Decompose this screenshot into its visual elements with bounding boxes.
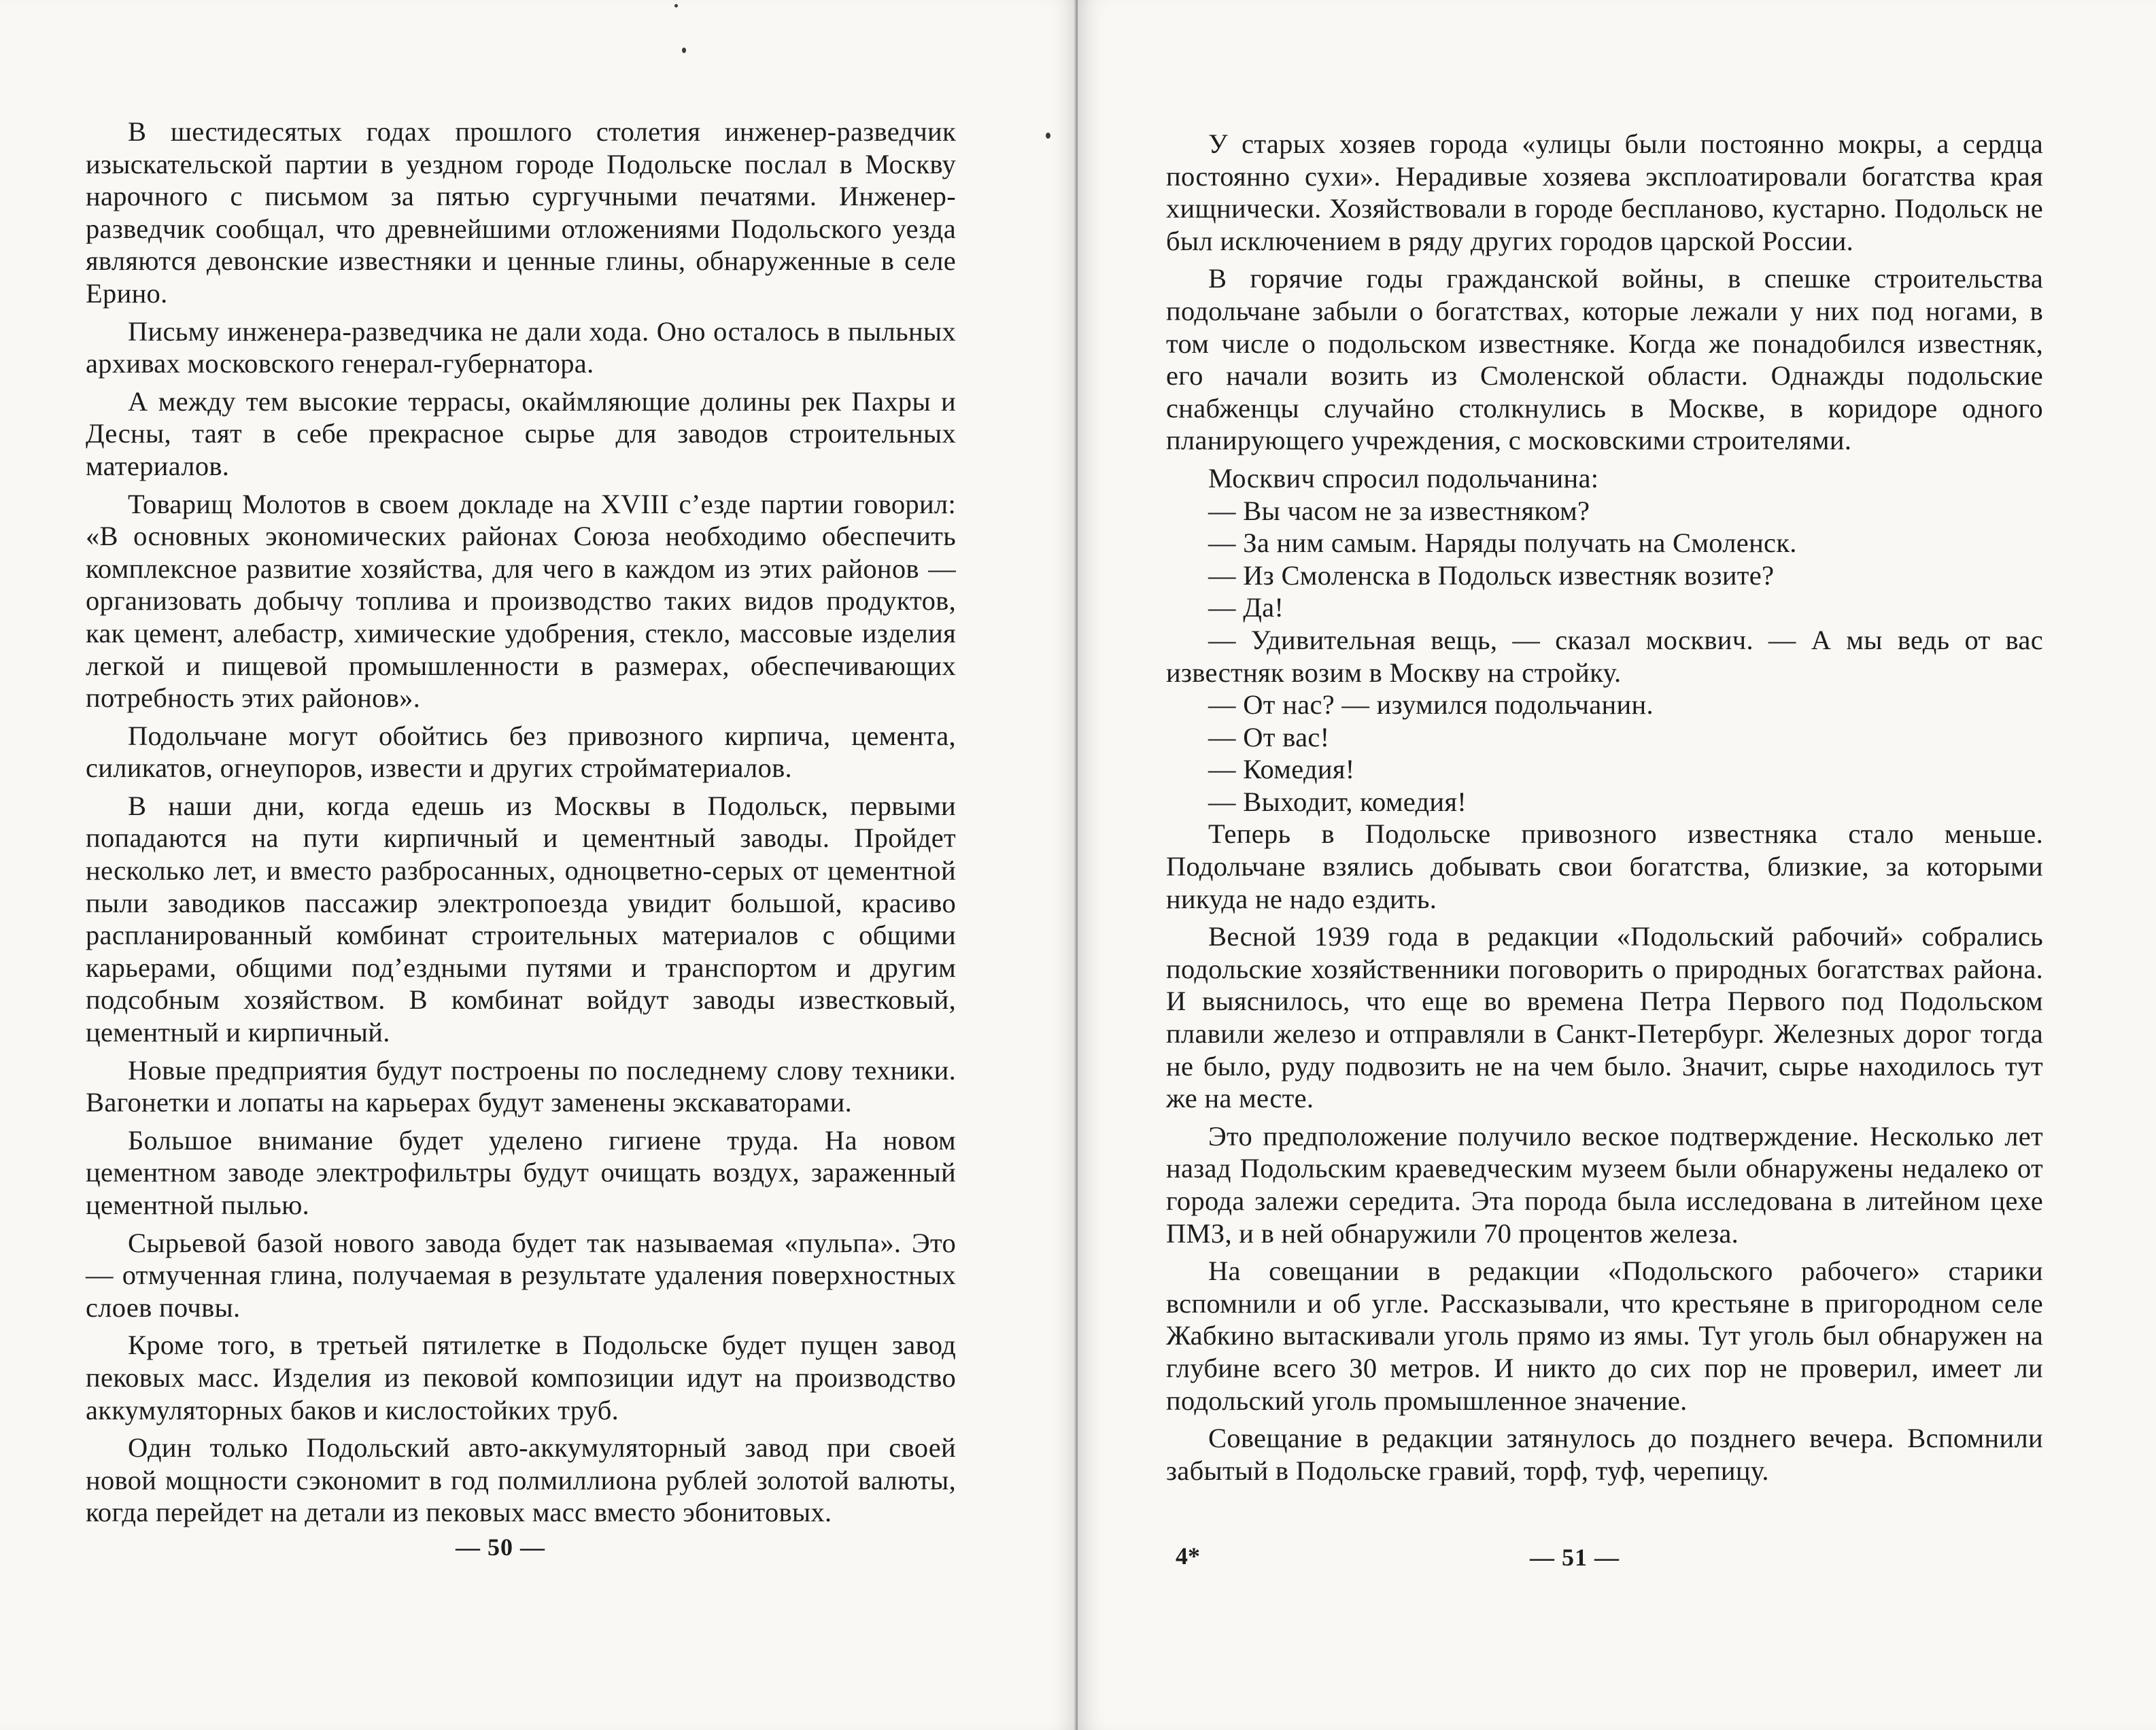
signature-mark: 4* bbox=[1176, 1542, 1200, 1570]
paragraph: Новые предприятия будут построены по последнему слову техники. Вагонетки и лопаты на карьерах будут заменены экскаваторами. bbox=[86, 1054, 956, 1118]
right-page bbox=[1078, 0, 2156, 1730]
left-page-text bbox=[86, 116, 956, 1534]
paragraph: В горячие годы гражданской войны, в спешке строительства подольчане забыли о богатствах, которые лежали у них под ногами, в том числе о подольском известняке. Когда же понадобился известняк, его начали возить из Смоленской области. Однажды подольские снабженцы случайно столкнулись в Москве, в коридоре одного планирующего учреждения, с московскими строителями. bbox=[1166, 263, 2043, 456]
paragraph: Кроме того, в третьей пятилетке в Подольске будет пущен завод пековых масс. Изделия из пековой композиции идут на производство аккумуляторных баков и кислостойких труб. bbox=[86, 1330, 956, 1425]
paragraph: Один только Подольский авто-аккумуляторный завод при своей новой мощности сэкономит в год полмиллиона рублей золотой валюты, когда перейдет на детали из пековых масс вместо эбонитовых. bbox=[86, 1432, 956, 1528]
paragraph: У старых хозяев города «улицы были постоянно мокры, а сердца постоянно сухи». Нерадивые хозяева эксплоатировали богатства края хищнически. Хозяйствовали в городе бесплановo, кустарно. Подольск не был исключением в ряду других городов царской России. bbox=[1166, 128, 2043, 256]
page-number-right: — 51 — bbox=[1530, 1544, 1620, 1571]
dialog-line: Москвич спросил подольчанина: bbox=[1208, 462, 1599, 494]
paragraph: Товарищ Молотов в своем докладе на XVIII с’езде партии говорил: «В основных экономических районах Союза необходимо обеспечить комплексное развитие хозяйства, для чего в каждом из этих районов — организовать добычу топлива и производство таких видов продуктов, как цемент, алебастр, химические удобрения, стекло, массовые изделия легкой и пищевой промышленности в размерах, обеспечивающих потребность этих районов». bbox=[86, 488, 956, 714]
dialog-line: — Да! bbox=[1208, 592, 1284, 623]
paragraph: Письму инженера-разведчика не дали хода. Оно осталось в пыльных архивах московского генерал-губернатора. bbox=[86, 315, 956, 379]
paragraph: Это предположение получило веское подтверждение. Несколько лет назад Подольским краеведческим музеем были обнаружены недалеко от города залежи середита. Эта порода была исследована в литейном цехе ПМЗ, и в ней обнаружили 70 процентов железа. bbox=[1166, 1120, 2043, 1249]
paragraph: Весной 1939 года в редакции «Подольский рабочий» собрались подольские хозяйственники поговорить о природных богатствах района. И выяснилось, что еще во времена Петра Первого под Подольском плавили железо и отправляли в Санкт-Петербург. Железных дорог тогда не было, руду подвозить не на чем было. Значит, сырье находилось тут же на месте. bbox=[1166, 921, 2043, 1114]
dialog-line: — За ним самым. Наряды получать на Смоленск. bbox=[1208, 527, 1797, 559]
paragraph: На совещании в редакции «Подольского рабочего» старики вспомнили и об угле. Рассказывали, что крестьяне в пригородном селе Жабкино вытаскивали уголь прямо из ямы. Тут уголь был обнаружен на глубине всего 30 метров. И никто до сих пор не проверил, имеет ли подольский уголь промышленное значение. bbox=[1166, 1256, 2043, 1416]
paragraph: Сырьевой базой нового завода будет так называемая «пульпа». Это — отмученная глина, получаемая в результате удаления поверхностных слоев почвы. bbox=[86, 1227, 956, 1323]
page-number-left: — 50 — bbox=[456, 1534, 545, 1561]
scan-speck bbox=[674, 4, 678, 7]
paragraph: Большое внимание будет уделено гигиене труда. На новом цементном заводе электрофильтры будут очищать воздух, зараженный цементной пылью. bbox=[86, 1124, 956, 1220]
dialog-line: — Из Смоленска в Подольск известняк возите? bbox=[1208, 559, 1775, 591]
dialog-line: — Комедия! bbox=[1208, 754, 1355, 785]
dialog-line: — Удивительная вещь, — сказал москвич. — А мы ведь от вас известняк возим в Москву на стройку. bbox=[1166, 624, 2043, 688]
dialog-line: — Вы часом не за известняком? bbox=[1208, 495, 1590, 526]
paragraph: В наши дни, когда едешь из Москвы в Подольск, первыми попадаются на пути кирпичный и цементный заводы. Пройдет несколько лет, и вместо разбросанных, одноцветно-серых от цементной пыли заводиков пассажир электропоезда увидит большой, красиво распланированный комбинат строительных материалов с общими карьерами, общими под’ездными путями и транспортом и другим подсобным хозяйством. В комбинат войдут заводы известковый, цементный и кирпичный. bbox=[86, 790, 956, 1048]
paragraph: Подольчане могут обойтись без привозного кирпича, цемента, силикатов, огнеупоров, извести и других стройматериалов. bbox=[86, 720, 956, 784]
paragraph: А между тем высокие террасы, окаймляющие долины рек Пахры и Десны, таят в себе прекрасное сырье для заводов строительных материалов. bbox=[86, 385, 956, 481]
right-page-text bbox=[1166, 128, 2043, 1492]
dialog-line: — От нас? — изумился подольчанин. bbox=[1208, 689, 1654, 721]
paragraph: В шестидесятых годах прошлого столетия инженер-разведчик изыскательской партии в уездном городе Подольске послал в Москву нарочного с письмом за пятью сургучными печатями. Инженер-разведчик сообщал, что древнейшими отложениями Подольского уезда являются девонские известняки и ценные глины, обнаруженные в селе Ерино. bbox=[86, 116, 956, 309]
scan-speck bbox=[1046, 133, 1050, 139]
paragraph: Теперь в Подольске привозного известняка стало меньше. Подольчане взялись добывать свои богатства, близкие, за которыми никуда не надо ездить. bbox=[1166, 818, 2043, 914]
scan-speck bbox=[682, 48, 686, 53]
dialog-line: — От вас! bbox=[1208, 721, 1330, 752]
dialog-line: — Выходит, комедия! bbox=[1208, 786, 1467, 817]
dialog-block bbox=[1166, 462, 2043, 818]
paragraph: Совещание в редакции затянулось до позднего вечера. Вспомнили забытый в Подольске гравий, торф, туф, черепицу. bbox=[1166, 1423, 2043, 1486]
